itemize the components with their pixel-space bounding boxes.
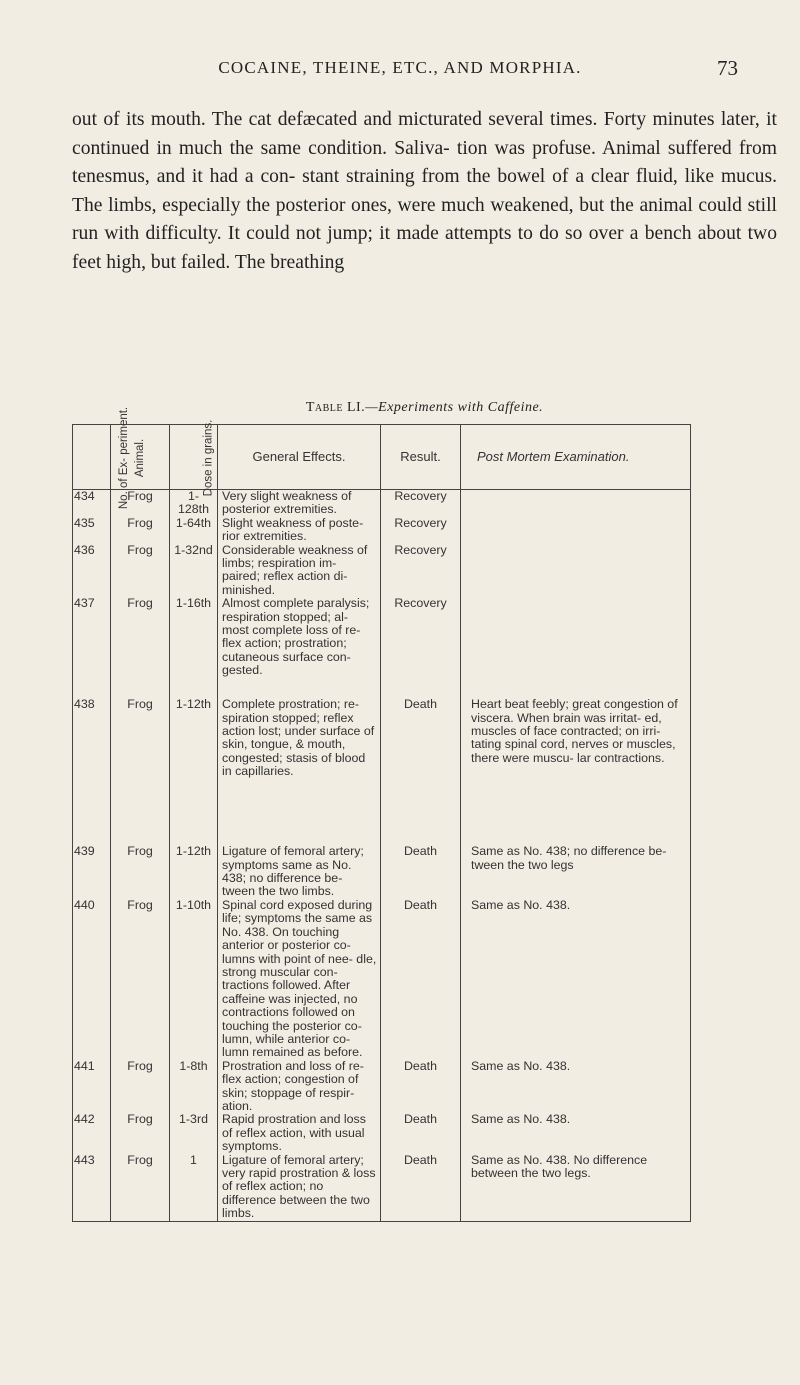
cell-post-mortem: Heart beat feebly; great congestion of viscera. When brain was irritat- ed, muscles of face contracted; on irri- tating spinal cord, nerves or muscles, there were muscu- lar contractions. xyxy=(461,698,691,845)
cell-animal: Frog xyxy=(111,517,170,544)
cell-dose: 1-128th xyxy=(170,490,218,517)
cell-animal: Frog xyxy=(111,1060,170,1114)
cell-effects: Spinal cord exposed during life; symptoms the same as No. 438. On touching anterior or posterior co- lumns with point of nee- dle, strong muscular con- tractions followed. After caffeine was injected, no contractions followed on touching the posterior co- lumn, while anterior co- lumn remained as before. xyxy=(218,899,381,1060)
cell-result: Death xyxy=(381,845,461,899)
cell-post-mortem: Same as No. 438; no difference be- tween the two legs xyxy=(461,845,691,899)
header-animal: Animal. xyxy=(111,425,170,490)
body-paragraph xyxy=(72,106,777,277)
table-header-row xyxy=(73,425,691,490)
cell-effects: Ligature of femoral artery; symptoms same as No. 438; no difference be- tween the two limbs. xyxy=(218,845,381,899)
cell-animal: Frog xyxy=(111,1113,170,1153)
header-effects: General Effects. xyxy=(218,425,381,490)
paragraph-text: out of its mouth. The cat defæcated and micturated several times. Forty minutes later, it continued in much the same condition. Saliva- tion was profuse. Animal suffered from tenesmus, and it had a con- stant straining from the bowel of a clear fluid, like mucus. The limbs, especially the posterior ones, were much weakened, but the animal could still run with difficulty. It could not jump; it made attempts to do so over a bench about two feet high, but failed. The breathing xyxy=(72,109,777,273)
cell-effects: Considerable weakness of limbs; respiration im- paired; reflex action di- minished. xyxy=(218,544,381,598)
table-row xyxy=(73,597,691,698)
cell-effects: Ligature of femoral artery; very rapid prostration & loss of reflex action; no difference between the two limbs. xyxy=(218,1154,381,1222)
page-header xyxy=(0,58,800,88)
cell-number: 439 xyxy=(73,845,111,899)
cell-dose: 1-3rd xyxy=(170,1113,218,1153)
table-row xyxy=(73,544,691,598)
cell-effects: Rapid prostration and loss of reflex action, with usual symptoms. xyxy=(218,1113,381,1153)
cell-dose: 1-10th xyxy=(170,899,218,1060)
cell-effects: Prostration and loss of re- flex action; congestion of skin; stoppage of respir- ation. xyxy=(218,1060,381,1114)
cell-post-mortem: Same as No. 438. xyxy=(461,1060,691,1114)
cell-dose: 1 xyxy=(170,1154,218,1222)
table-row xyxy=(73,1154,691,1222)
table-caption xyxy=(72,400,777,416)
cell-dose: 1-64th xyxy=(170,517,218,544)
cell-dose: 1-12th xyxy=(170,698,218,845)
table-row xyxy=(73,517,691,544)
table-row xyxy=(73,1113,691,1153)
cell-animal: Frog xyxy=(111,845,170,899)
cell-result: Death xyxy=(381,1154,461,1222)
cell-result: Death xyxy=(381,698,461,845)
cell-number: 435 xyxy=(73,517,111,544)
cell-post-mortem: Same as No. 438. No difference between the two legs. xyxy=(461,1154,691,1222)
header-result: Result. xyxy=(381,425,461,490)
table-row xyxy=(73,490,691,517)
cell-animal: Frog xyxy=(111,544,170,598)
cell-result: Recovery xyxy=(381,517,461,544)
header-number: No. of Ex- periment. xyxy=(73,425,111,490)
cell-number: 437 xyxy=(73,597,111,698)
cell-number: 438 xyxy=(73,698,111,845)
cell-number: 441 xyxy=(73,1060,111,1114)
table-title: —Experiments with Caffeine. xyxy=(365,400,544,415)
cell-result: Death xyxy=(381,1060,461,1114)
cell-animal: Frog xyxy=(111,490,170,517)
cell-post-mortem xyxy=(461,517,691,544)
cell-result: Recovery xyxy=(381,490,461,517)
cell-number: 436 xyxy=(73,544,111,598)
cell-result: Recovery xyxy=(381,544,461,598)
cell-effects: Very slight weakness of posterior extremities. xyxy=(218,490,381,517)
cell-animal: Frog xyxy=(111,698,170,845)
cell-animal: Frog xyxy=(111,899,170,1060)
header-dose: Dose in grains. xyxy=(170,425,218,490)
cell-dose: 1-16th xyxy=(170,597,218,698)
table-row xyxy=(73,1060,691,1114)
cell-result: Recovery xyxy=(381,597,461,698)
cell-result: Death xyxy=(381,899,461,1060)
cell-dose: 1-32nd xyxy=(170,544,218,598)
cell-post-mortem: Same as No. 438. xyxy=(461,899,691,1060)
cell-number: 434 xyxy=(73,490,111,517)
running-title: COCAINE, THEINE, ETC., AND MORPHIA. xyxy=(218,58,582,77)
cell-post-mortem xyxy=(461,490,691,517)
table-body xyxy=(73,490,691,1222)
table-row xyxy=(73,899,691,1060)
table-row xyxy=(73,845,691,899)
cell-post-mortem xyxy=(461,544,691,598)
cell-dose: 1-8th xyxy=(170,1060,218,1114)
cell-result: Death xyxy=(381,1113,461,1153)
cell-dose: 1-12th xyxy=(170,845,218,899)
cell-animal: Frog xyxy=(111,1154,170,1222)
cell-number: 442 xyxy=(73,1113,111,1153)
cell-animal: Frog xyxy=(111,597,170,698)
cell-effects: Complete prostration; re- spiration stopped; reflex action lost; under surface of skin, tongue, & mouth, congested; stasis of blood in capillaries. xyxy=(218,698,381,845)
table-label: Table LI. xyxy=(305,400,366,415)
table-row xyxy=(73,698,691,845)
cell-effects: Almost complete paralysis; respiration stopped; al- most complete loss of re- flex action; prostration; cutaneous surface con- gested. xyxy=(218,597,381,698)
cell-post-mortem xyxy=(461,597,691,698)
cell-effects: Slight weakness of poste- rior extremities. xyxy=(218,517,381,544)
cell-number: 443 xyxy=(73,1154,111,1222)
page-number: 73 xyxy=(717,56,738,80)
cell-post-mortem: Same as No. 438. xyxy=(461,1113,691,1153)
cell-number: 440 xyxy=(73,899,111,1060)
header-post-mortem: Post Mortem Examination. xyxy=(461,425,691,490)
